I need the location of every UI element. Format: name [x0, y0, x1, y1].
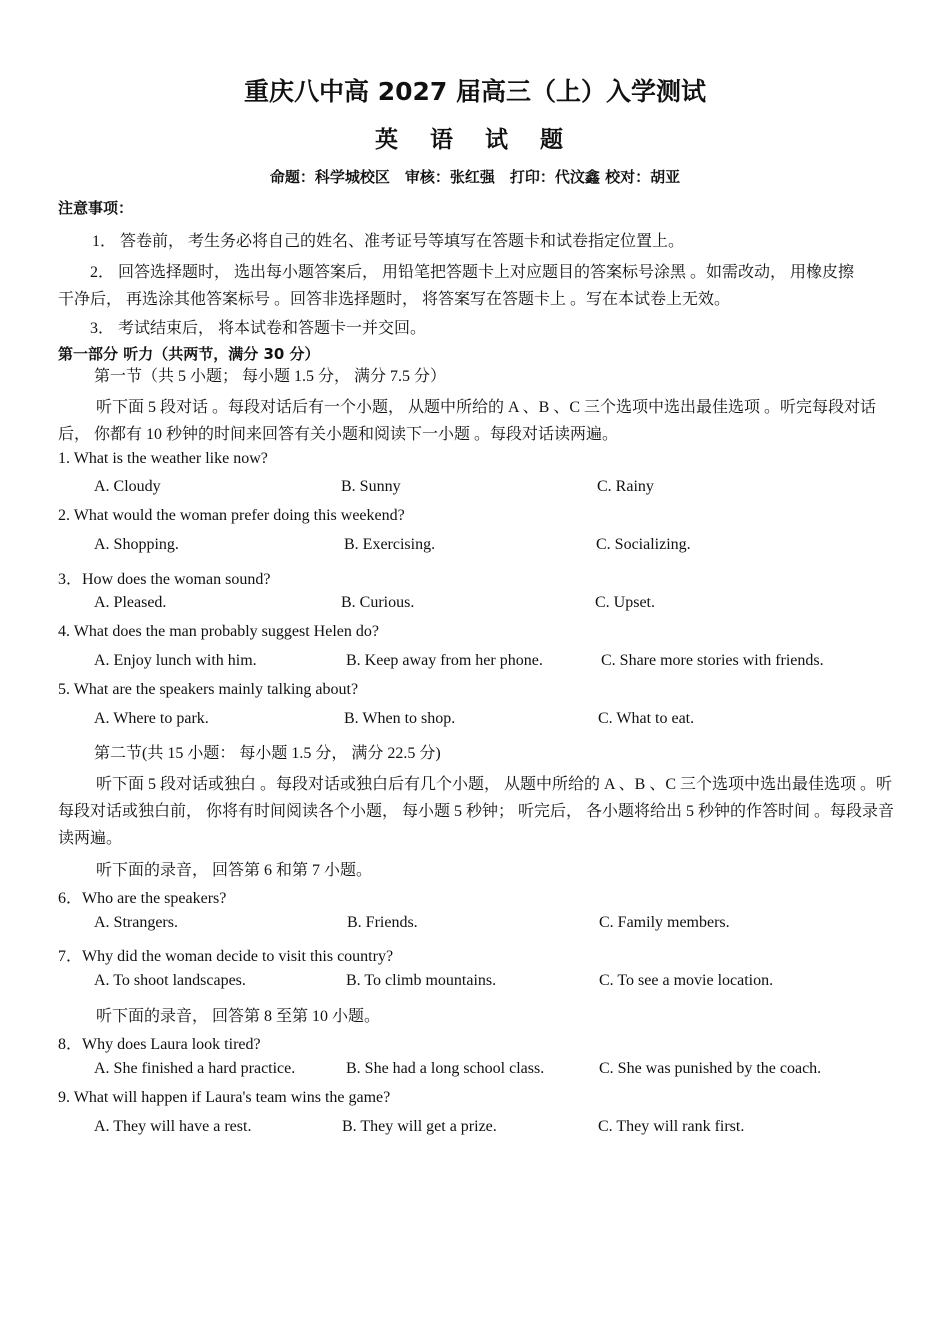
section1-instructions: 听下面 5 段对话 。每段对话后有一个小题， 从题中所给的 A 、B 、C 三个选项中选出最佳选项 。听完每段对话后， 你都有 10 秒钟的时间来回答有关小题和阅读下一小题 。每段对话读两遍。 — [58, 399, 877, 443]
option-c: C. Upset. — [595, 594, 655, 611]
notice-item-2-line-1: 2． 回答选择题时， 选出每小题答案后， 用铅笔把答题卡上对应题目的答案标号涂黑 。如需改动， 用橡皮擦 — [90, 264, 855, 281]
notice-item-3: 3． 考试结束后， 将本试卷和答题卡一并交回。 — [90, 320, 427, 337]
exam-subtitle: 英 语 试 题 — [374, 127, 576, 153]
option-b: B. To climb mountains. — [346, 972, 497, 989]
question-stem: 9. What will happen if Laura's team wins the game? — [58, 1089, 391, 1106]
question-stem: 6．Who are the speakers? — [58, 890, 227, 907]
option-c: C. They will rank first. — [598, 1118, 745, 1135]
notice-item-2-line-2: 干净后， 再选涂其他答案标号 。回答非选择题时， 将答案写在答题卡上 。写在本试卷上无效。 — [58, 291, 731, 308]
section1-heading: 第一节（共 5 小题； 每小题 1.5 分， 满分 7.5 分） — [94, 368, 447, 385]
option-b: B. She had a long school class. — [346, 1060, 545, 1077]
option-a: A. Strangers. — [94, 914, 178, 931]
option-b: B. When to shop. — [344, 710, 456, 727]
option-a: A. Pleased. — [94, 594, 167, 611]
option-a: A. She finished a hard practice. — [94, 1060, 296, 1077]
part1-heading: 第一部分 听力（共两节，满分 30 分） — [58, 345, 320, 363]
option-a: A. To shoot landscapes. — [94, 972, 246, 989]
option-b: B. Keep away from her phone. — [346, 652, 543, 669]
question-stem: 2. What would the woman prefer doing this weekend? — [58, 507, 405, 524]
question-stem: 5. What are the speakers mainly talking about? — [58, 681, 359, 698]
option-c: C. Rainy — [597, 478, 654, 495]
audio-prompt-6-7: 听下面的录音， 回答第 6 和第 7 小题。 — [96, 862, 373, 879]
option-a: A. Cloudy — [94, 478, 161, 495]
option-b: B. Friends. — [347, 914, 418, 931]
question-stem: 1. What is the weather like now? — [58, 450, 268, 467]
option-b: B. Exercising. — [344, 536, 436, 553]
section2-heading: 第二节(共 15 小题： 每小题 1.5 分， 满分 22.5 分) — [94, 745, 441, 762]
option-a: A. They will have a rest. — [94, 1118, 252, 1135]
option-c: C. Share more stories with friends. — [601, 652, 824, 669]
option-c: C. What to eat. — [598, 710, 695, 727]
option-c: C. Family members. — [599, 914, 730, 931]
notice-heading: 注意事项： — [58, 199, 134, 217]
section2-instructions: 听下面 5 段对话或独白 。每段对话或独白后有几个小题， 从题中所给的 A 、B 、C 三个选项中选出最佳选项 。听每段对话或独白前， 你将有时间阅读各个小题， 每小题 5 秒钟； 听完后， 各小题将给出 5 秒钟的作答时间 。每段录音读两遍。 — [58, 776, 895, 847]
option-c: C. Socializing. — [596, 536, 691, 553]
option-b: B. They will get a prize. — [342, 1118, 497, 1135]
question-stem: 3．How does the woman sound? — [58, 571, 271, 588]
question-stem: 7．Why did the woman decide to visit this country? — [58, 948, 394, 965]
option-c: C. She was punished by the coach. — [599, 1060, 822, 1077]
option-b: B. Sunny — [341, 478, 401, 495]
question-stem: 8．Why does Laura look tired? — [58, 1036, 261, 1053]
option-a: A. Where to park. — [94, 710, 209, 727]
audio-prompt-8-10: 听下面的录音， 回答第 8 至第 10 小题。 — [96, 1008, 381, 1025]
option-a: A. Enjoy lunch with him. — [94, 652, 257, 669]
notice-item-1: 1． 答卷前， 考生务必将自己的姓名、准考证号等填写在答题卡和试卷指定位置上。 — [92, 233, 685, 250]
exam-credits: 命题：科学城校区 审核：张红强 打印：代汶鑫 校对：胡亚 — [269, 168, 681, 186]
question-stem: 4. What does the man probably suggest Helen do? — [58, 623, 379, 640]
option-a: A. Shopping. — [94, 536, 179, 553]
exam-title: 重庆八中高 2027 届高三（上）入学测试 — [244, 77, 706, 106]
option-c: C. To see a movie location. — [599, 972, 774, 989]
option-b: B. Curious. — [341, 594, 415, 611]
